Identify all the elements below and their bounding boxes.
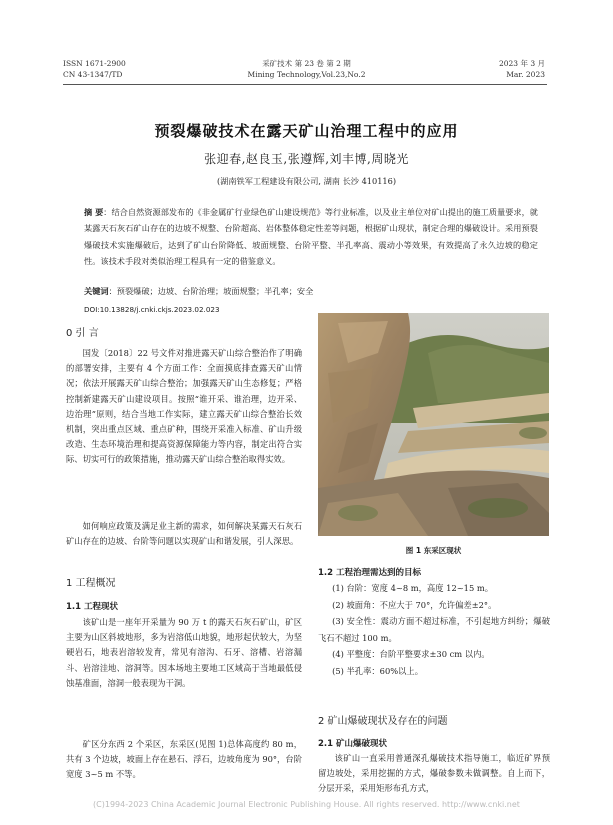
section-0-paragraph-1: 国发〔2018〕22 号文件对推进露天矿山综合整治作了明确的部署安排，主要有 4 个方面工作：全面摸底排查露天矿山情况；依法开展露天矿山综合整治；加强露天矿山生态修复；严格控制新建露天矿山建设项目。按照“谁开采、谁治理，边开采、边治理”原则，结合当地工作实际，建立露天矿山综合整治长效机制，突出重点区域、重点矿种，围绕开采准入标准、矿山升级改造、生态环境治理和提高资源保障能力等内容，制定出符合实际、切实可行的政策措施，推动露天矿山综合整治取得实效。 bbox=[66, 348, 302, 465]
keywords bbox=[84, 286, 538, 297]
section-2-1-heading: 2.1 矿山爆破现状 bbox=[318, 739, 388, 749]
journal-name-en: Mining Technology,Vol.23,No.2 bbox=[247, 70, 366, 79]
section-1-heading: 1 工程概况 bbox=[66, 578, 116, 589]
section-1-2-heading: 1.2 工程治理需达到的目标 bbox=[318, 568, 422, 578]
cn-number: CN 43-1347/TD bbox=[63, 70, 123, 79]
figure-1-caption: 图 1 东采区现状 bbox=[405, 546, 462, 555]
issn: ISSN 1671-2900 bbox=[63, 59, 126, 68]
goal-item: (1) 台阶：宽度 4~8 m，高度 12~15 m。 bbox=[332, 583, 494, 593]
section-1-1-paragraph-1: 该矿山是一座年开采量为 90 万 t 的露天石灰石矿山，矿区主要为山区斜坡地形，多为岩溶低山地貌，地形起伏较大，为坚硬岩石，地表岩溶较发育，常见有溶沟、石牙、溶槽、岩溶漏斗、岩溶洼地、溶洞等。因本场地主要地工区域高于当地最低侵蚀基准面，溶洞一般表现为干洞。 bbox=[66, 617, 302, 688]
section-0-heading: 0 引 言 bbox=[66, 328, 99, 339]
journal-name-cn: 采矿技术 第 23 卷 第 2 期 bbox=[262, 59, 351, 68]
doi: DOI:10.13828/j.cnki.ckjs.2023.02.023 bbox=[84, 305, 220, 314]
abstract bbox=[84, 204, 538, 269]
copyright-footer: (C)1994-2023 China Academic Journal Electronic Publishing House. All rights reserved. http://www.cnki.net bbox=[93, 800, 520, 809]
abstract-text: ：结合自然资源部发布的《非金属矿行业绿色矿山建设规范》等行业标准，以及业主单位对矿山提出的施工质量要求，就某露天石灰石矿山存在的边坡不规整、台阶超高、岩体整体稳定性差等问题，根据矿山现状，制定合理的爆破设计。采用预裂爆破技术实施爆破后，达到了矿山台阶降低、坡面规整、台阶平整、半孔率高、震动小等效果，有效提高了永久边坡的稳定性。该技术手段对类似治理工程具有一定的借鉴意义。 bbox=[84, 207, 538, 266]
abstract-label: 摘 要 bbox=[84, 207, 104, 217]
section-2-1-paragraph-1: 该矿山一直采用普通深孔爆破技术指导施工，临近矿界预留边坡处，采用挖掘的方式，爆破参数未做调整。自上而下，分层开采，采用矩形布孔方式， bbox=[318, 753, 550, 794]
header-date-block bbox=[499, 58, 545, 80]
affiliation: (湖南铁军工程建设有限公司, 湖南 长沙 410116) bbox=[216, 176, 397, 186]
paper-title: 预裂爆破技术在露天矿山治理工程中的应用 bbox=[154, 122, 459, 140]
section-1-1-heading: 1.1 工程现状 bbox=[66, 602, 119, 612]
section-0-paragraph-2: 如何响应政策及满足业主新的需求，如何解决某露天石灰石矿山存在的边坡、台阶等问题以实现矿山和谐发展，引人深思。 bbox=[66, 521, 302, 547]
section-2-heading: 2 矿山爆破现状及存在的问题 bbox=[318, 716, 448, 727]
authors: 张迎春,赵良玉,张遵辉,刘丰博,周晓光 bbox=[204, 152, 409, 166]
goal-item: (4) 平整度：台阶平整要求±30 cm 以内。 bbox=[332, 649, 490, 659]
keywords-label: 关键词 bbox=[84, 286, 109, 296]
header-rule bbox=[63, 84, 547, 85]
section-1-1-paragraph-2: 矿区分东西 2 个采区，东采区(见图 1)总体高度约 80 m，共有 3 个边坡，坡面上存在悬石、浮石，边坡角度为 90°，台阶宽度 3~5 m 不等。 bbox=[66, 739, 302, 780]
goal-item: (5) 半孔率：60%以上。 bbox=[332, 665, 424, 676]
goal-item: (2) 坡面角：不应大于 70°，允许偏差±2°。 bbox=[332, 599, 497, 610]
figure-1-photo bbox=[318, 313, 549, 536]
goal-item: (3) 安全性：震动方面不超过标准，不引起地方纠纷；爆破飞石不超过 100 m。 bbox=[318, 616, 550, 643]
date-cn: 2023 年 3 月 bbox=[498, 59, 545, 68]
keywords-text: ：预裂爆破；边坡、台阶治理；坡面规整；半孔率；安全 bbox=[108, 286, 314, 296]
date-en: Mar. 2023 bbox=[506, 70, 545, 79]
section-1-2-list bbox=[318, 580, 550, 679]
